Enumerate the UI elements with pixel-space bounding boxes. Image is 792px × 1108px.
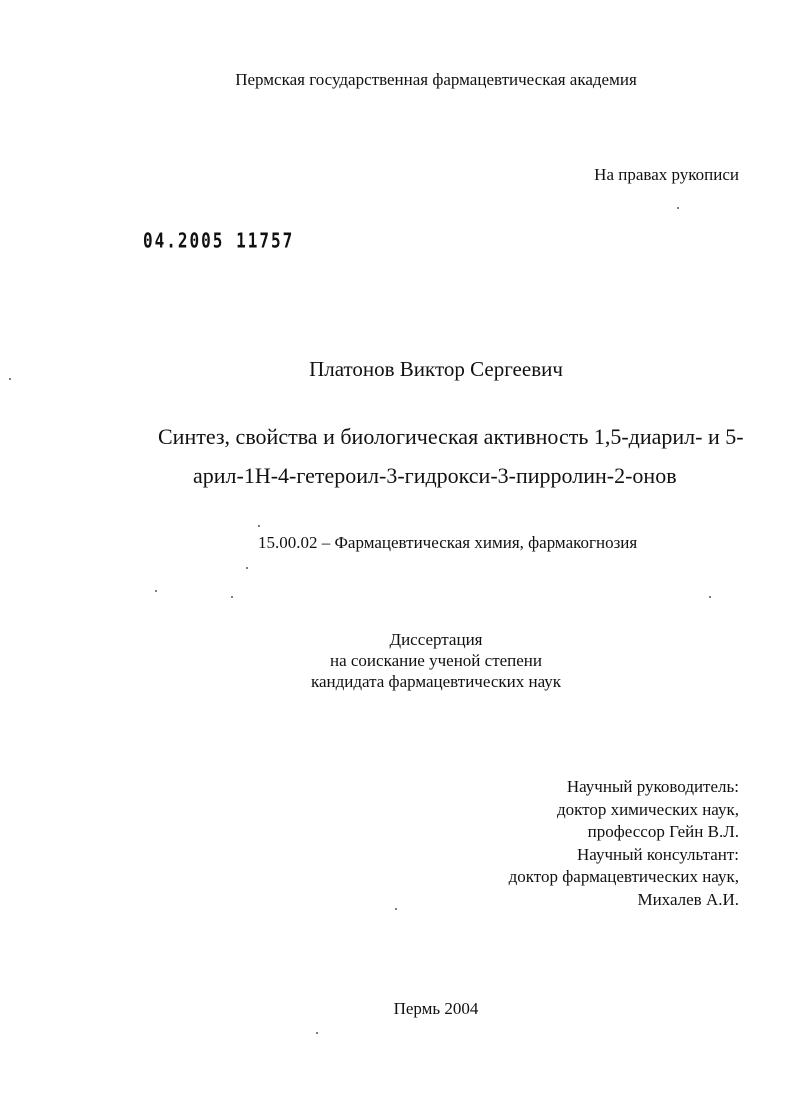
supervisor-name: профессор Гейн В.Л. [587,822,739,841]
institution-name: Пермская государственная фармацевтическая академия [235,70,637,89]
scan-speck [709,596,711,598]
supervisor-degree: доктор химических наук, [556,799,739,819]
work-purpose: на соискание ученой степени [329,651,543,670]
manuscript-note: На правах рукописи [594,165,739,184]
scan-speck [677,207,679,209]
scan-speck [9,378,11,380]
scan-speck [316,1032,318,1034]
scan-speck [231,596,233,598]
scan-speck [155,590,157,592]
work-type: Диссертация [389,630,483,649]
dissertation-title-line-2: арил-1Н-4-гетероил-3-гидрокси-3-пирролин-2-онов [193,463,677,488]
consultant-name: Михалев А.И. [637,889,739,909]
work-degree: кандидата фармацевтических наук [310,672,562,691]
scan-speck [395,908,397,910]
consultant-degree: доктор фармацевтических наук, [508,867,739,886]
dissertation-title-line-1: Синтез, свойства и биологическая активность 1,5-диарил- и 5- [158,424,744,449]
registry-stamp: 04.2005 11757 [143,228,295,253]
specialty-code: 15.00.02 – Фармацевтическая химия, фармакогнозия [258,533,638,552]
advisors-block [509,776,739,911]
consultant-role: Научный консультант: [577,844,739,864]
supervisor-role: Научный руководитель: [566,777,739,796]
scan-speck [246,567,248,569]
city-year: Пермь 2004 [393,999,479,1018]
scan-speck [258,525,260,527]
author-name: Платонов Виктор Сергеевич [309,357,563,381]
